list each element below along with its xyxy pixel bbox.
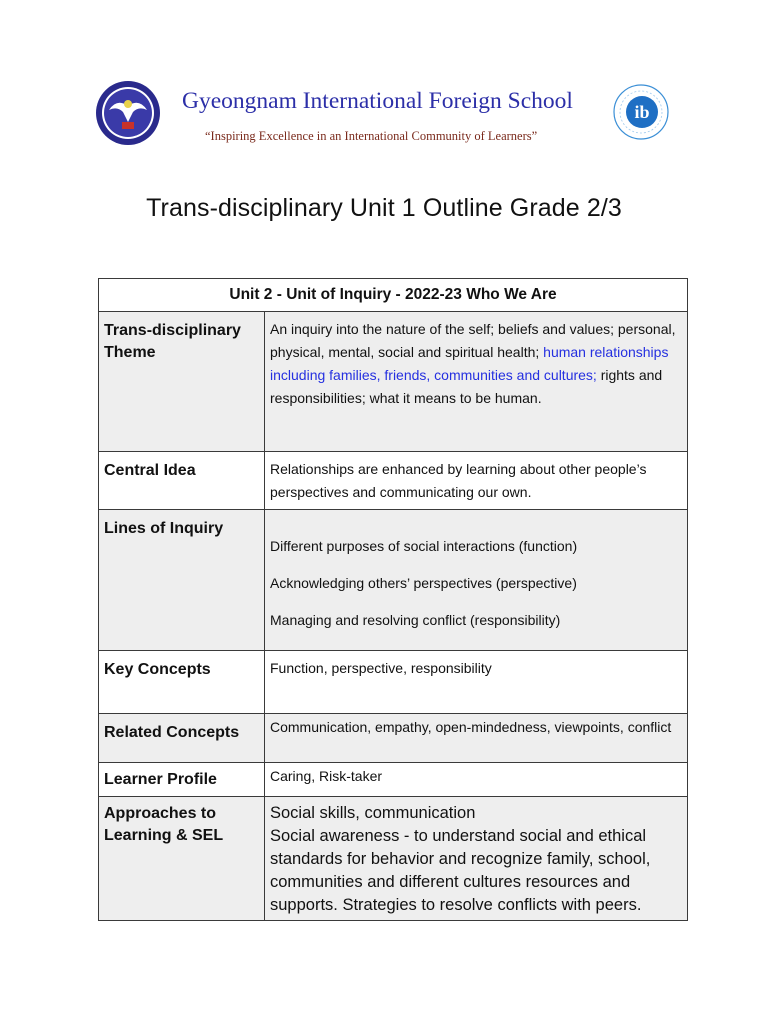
table-row	[99, 510, 688, 651]
related-concepts-label: Related Concepts	[99, 714, 265, 763]
list-item: Acknowledging others’ perspectives (perspective)	[270, 575, 577, 591]
key-concepts-label: Key Concepts	[99, 651, 265, 714]
table-row	[99, 763, 688, 797]
table-row	[99, 797, 688, 921]
table-row	[99, 312, 688, 452]
table-heading: Unit 2 - Unit of Inquiry - 2022-23 Who We Are	[99, 279, 688, 312]
school-crest-icon	[95, 80, 161, 146]
school-name: Gyeongnam International Foreign School	[182, 88, 573, 114]
theme-label: Trans-disciplinary Theme	[99, 312, 265, 452]
central-idea-label: Central Idea	[99, 452, 265, 510]
lines-of-inquiry-value	[265, 510, 688, 651]
approaches-line-2: Social awareness - to understand social and ethical standards for behavior and recognize family, school, communities and different cultures resources and supports. Strategies to resolve conflicts with peers.	[270, 827, 651, 914]
ib-world-school-icon	[608, 78, 674, 144]
lines-of-inquiry-label: Lines of Inquiry	[99, 510, 265, 651]
document-title: Trans-disciplinary Unit 1 Outline Grade 2/3	[146, 194, 622, 222]
list-item: Different purposes of social interactions (function)	[270, 538, 578, 554]
unit-outline-table	[98, 278, 688, 921]
approaches-label: Approaches to Learning & SEL	[99, 797, 265, 921]
approaches-value	[265, 797, 688, 921]
theme-text-before: An inquiry into the nature of the self; beliefs and values; personal, physical, mental, social and spiritual health;	[270, 321, 676, 360]
table-row	[99, 714, 688, 763]
list-item: Managing and resolving conflict (responsibility)	[270, 612, 561, 628]
key-concepts-value: Function, perspective, responsibility	[265, 651, 688, 714]
table-row	[99, 651, 688, 714]
theme-value	[265, 312, 688, 452]
related-concepts-value: Communication, empathy, open-mindedness, viewpoints, conflict	[265, 714, 688, 763]
ib-logo-text: ib	[634, 102, 650, 122]
learner-profile-value: Caring, Risk-taker	[265, 763, 688, 797]
approaches-line-1: Social skills, communication	[270, 804, 476, 822]
theme-text-highlight: human relationships including families, friends, communities and cultures;	[270, 344, 669, 383]
theme-text-after: rights and responsibilities; what it means to be human.	[270, 367, 663, 406]
school-motto: “Inspiring Excellence in an International Community of Learners”	[205, 129, 538, 143]
learner-profile-label: Learner Profile	[99, 763, 265, 797]
school-header	[0, 78, 768, 158]
central-idea-value: Relationships are enhanced by learning about other people’s perspectives and communicating our own.	[265, 452, 688, 510]
table-row	[99, 452, 688, 510]
